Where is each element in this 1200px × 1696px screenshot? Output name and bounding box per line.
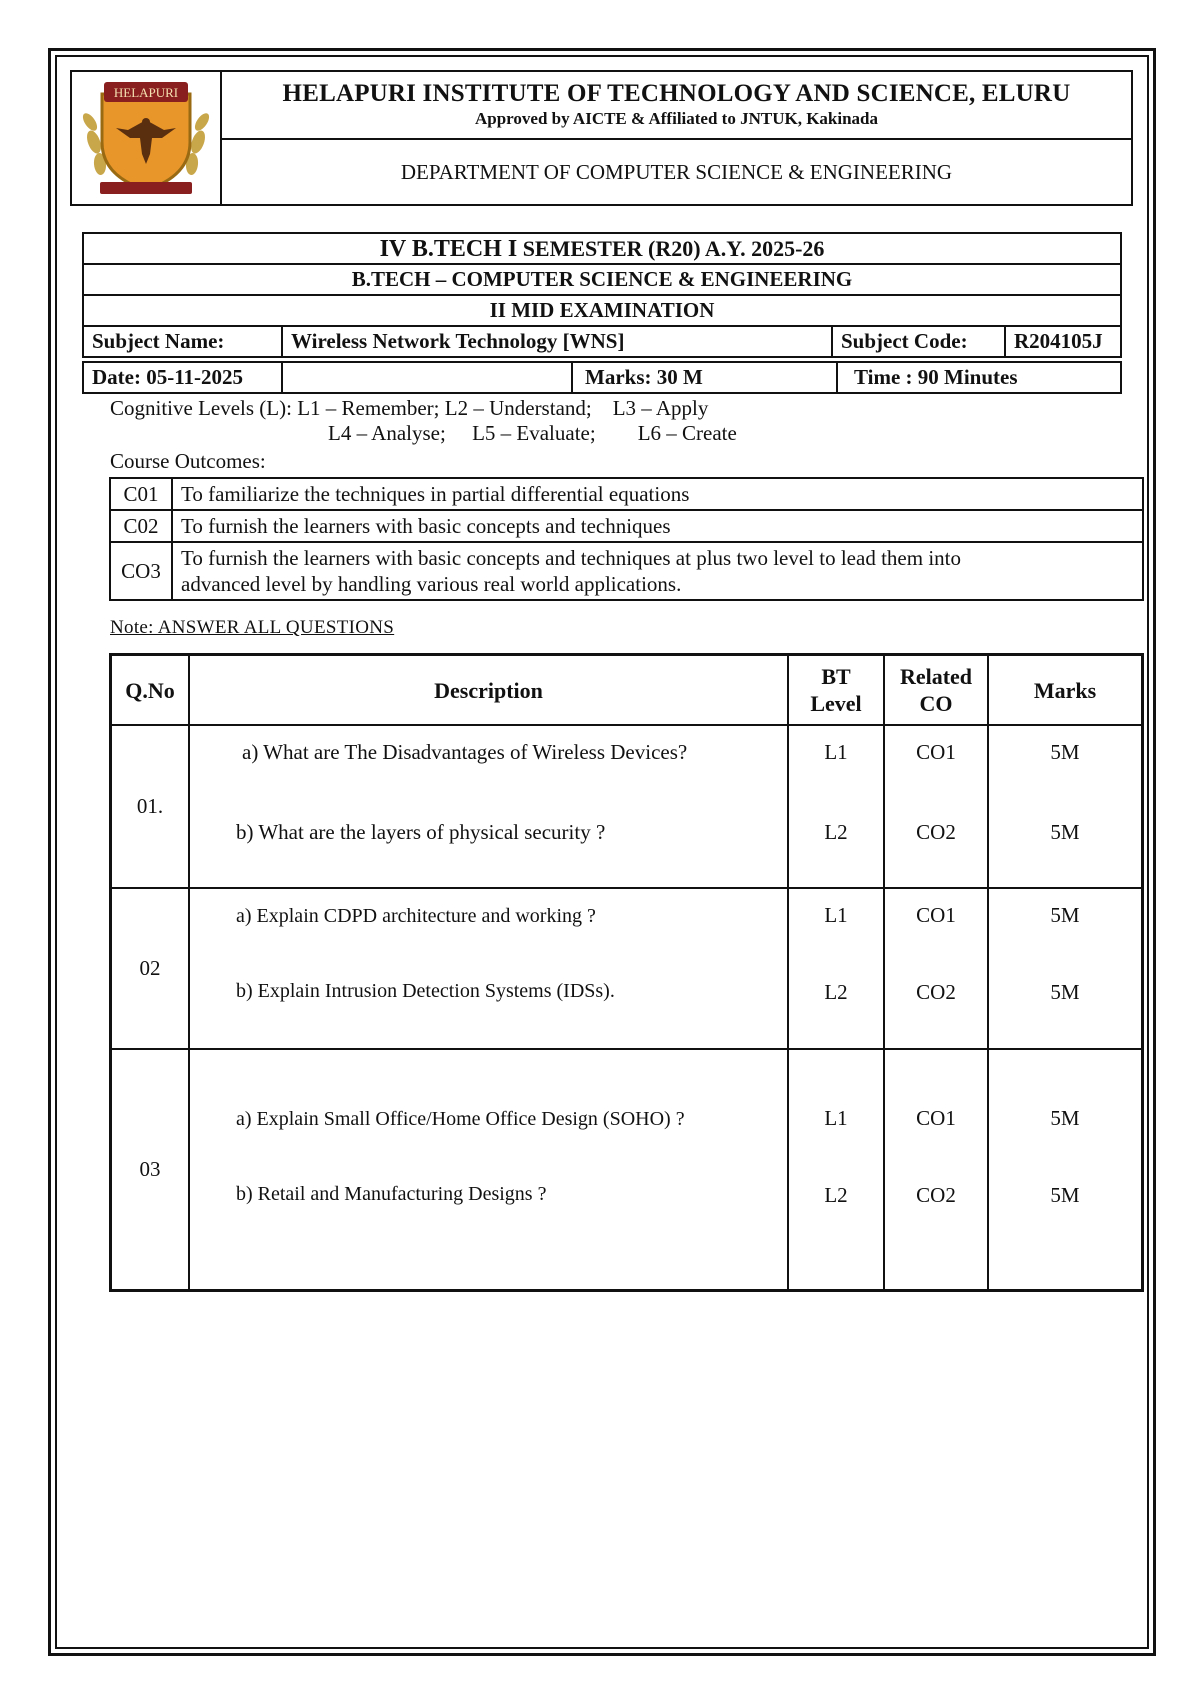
course-outcomes-table — [109, 477, 1144, 601]
exam-meta-table — [82, 361, 1122, 394]
related-co: CO1 — [916, 903, 956, 927]
blank-cell — [282, 362, 572, 393]
exam-name-cell: II MID EXAMINATION — [83, 295, 1121, 326]
co-text: To familiarize the techniques in partial differential equations — [172, 478, 1143, 510]
header-related-co-text: Related CO — [899, 664, 973, 716]
co-id: C02 — [110, 510, 172, 542]
exam-info-table — [82, 232, 1122, 358]
department-name: DEPARTMENT OF COMPUTER SCIENCE & ENGINEERING — [400, 160, 953, 184]
description-cell — [189, 888, 788, 1049]
marks-value: 5M — [1050, 903, 1080, 927]
marks-value: 5M — [1050, 820, 1080, 844]
bt-level: L2 — [824, 1183, 848, 1207]
subject-code-value: R204105J — [1005, 326, 1121, 357]
questions-table — [109, 653, 1144, 1292]
question-row — [111, 725, 1143, 888]
marks-cell — [988, 888, 1143, 1049]
co-id: CO3 — [110, 542, 172, 600]
qno-cell: 01. — [111, 725, 190, 888]
qno-cell: 02 — [111, 888, 190, 1049]
institute-title-row — [222, 72, 1131, 140]
bt-level: L1 — [824, 903, 848, 927]
marks-value: 5M — [1050, 1106, 1080, 1130]
institute-header — [70, 70, 1133, 206]
bt-level: L1 — [824, 1106, 848, 1130]
course-outcomes-title: Course Outcomes: — [110, 449, 266, 473]
question-text: b) Explain Intrusion Detection Systems (IDSs). — [236, 980, 615, 1002]
institute-logo — [72, 72, 220, 204]
question-text: b) Retail and Manufacturing Designs ? — [236, 1183, 547, 1205]
co-cell — [884, 1049, 988, 1290]
semester-rest: SEMESTER (R20) A.Y. 2025-26 — [517, 235, 825, 261]
subject-code-label: Subject Code: — [832, 326, 1005, 357]
co-text: To furnish the learners with basic concepts and techniques — [172, 510, 1143, 542]
header-description: Description — [189, 655, 788, 726]
cognitive-levels-line2: L4 – Analyse; L5 – Evaluate; L6 – Create — [328, 421, 737, 445]
related-co: CO2 — [916, 1183, 956, 1207]
question-text: a) Explain CDPD architecture and working ? — [236, 905, 596, 927]
bt-level: L2 — [824, 820, 848, 844]
header-bt-level — [788, 655, 884, 726]
subject-name-value: Wireless Network Technology [WNS] — [282, 326, 832, 357]
question-text: b) What are the layers of physical security ? — [236, 820, 606, 844]
marks-cell: Marks: 30 M — [572, 362, 837, 393]
date-cell: Date: 05-11-2025 — [83, 362, 282, 393]
description-cell — [189, 725, 788, 888]
header-qno: Q.No — [111, 655, 190, 726]
bt-level: L2 — [824, 980, 848, 1004]
logo-text: HELAPURI — [113, 85, 179, 100]
marks-cell — [988, 725, 1143, 888]
approval-text: Approved by AICTE & Affiliated to JNTUK, Kakinada — [474, 109, 879, 128]
bt-cell — [788, 725, 884, 888]
header-bt-level-text: BT Level — [810, 664, 862, 716]
question-row — [111, 1049, 1143, 1290]
bt-cell — [788, 1049, 884, 1290]
bt-cell — [788, 888, 884, 1049]
marks-value: 5M — [1050, 980, 1080, 1004]
description-cell — [189, 1049, 788, 1290]
time-cell: Time : 90 Minutes — [837, 362, 1121, 393]
institute-name: HELAPURI INSTITUTE OF TECHNOLOGY AND SCIENCE, ELURU — [282, 80, 1071, 107]
marks-cell — [988, 1049, 1143, 1290]
related-co: CO1 — [916, 1106, 956, 1130]
header-related-co — [884, 655, 988, 726]
related-co: CO2 — [916, 820, 956, 844]
note-text: Note: ANSWER ALL QUESTIONS — [110, 617, 395, 638]
branch-cell: B.TECH – COMPUTER SCIENCE & ENGINEERING — [83, 264, 1121, 295]
question-text: a) What are The Disadvantages of Wireless Devices? — [242, 740, 688, 764]
co-id: C01 — [110, 478, 172, 510]
marks-value: 5M — [1050, 740, 1080, 764]
bt-level: L1 — [824, 740, 848, 764]
logo-cell — [72, 72, 222, 204]
qno-cell: 03 — [111, 1049, 190, 1290]
header-marks: Marks — [988, 655, 1143, 726]
co-cell — [884, 888, 988, 1049]
question-row — [111, 888, 1143, 1049]
co-cell — [884, 725, 988, 888]
marks-value: 5M — [1050, 1183, 1080, 1207]
semester-cell — [83, 233, 1121, 264]
question-text: a) Explain Small Office/Home Office Design (SOHO) ? — [236, 1108, 685, 1130]
subject-name-label: Subject Name: — [83, 326, 282, 357]
semester-bold: IV B.TECH I — [379, 235, 518, 262]
cognitive-levels-line1: Cognitive Levels (L): L1 – Remember; L2 – Understand; L3 – Apply — [110, 396, 709, 420]
co-text: To furnish the learners with basic concepts and techniques at plus two level to lead them into advanced level by handling various real world applications. — [172, 542, 1143, 600]
related-co: CO1 — [916, 740, 956, 764]
related-co: CO2 — [916, 980, 956, 1004]
